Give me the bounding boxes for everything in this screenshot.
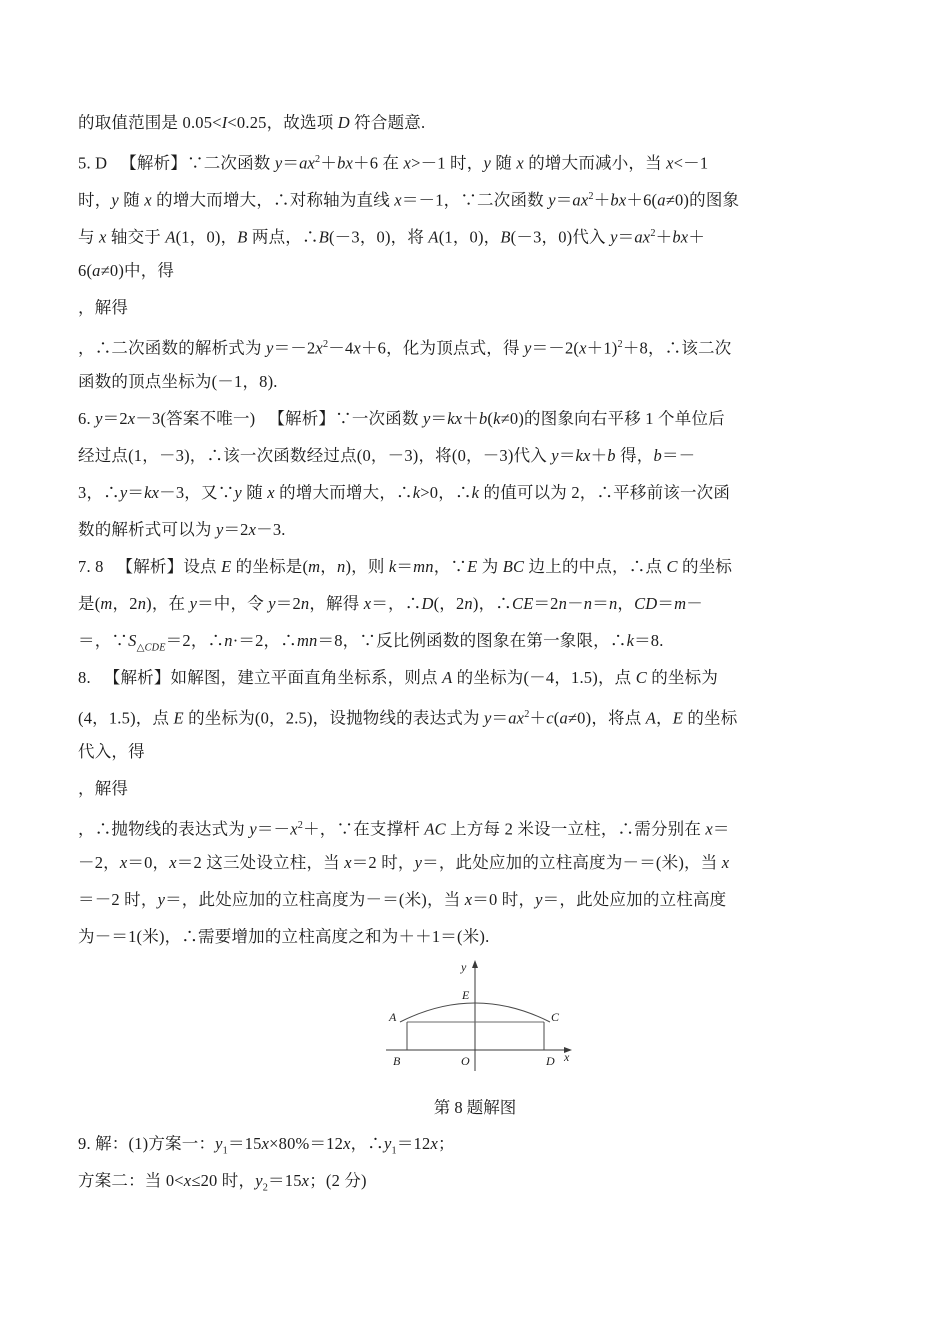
label-D: D [546, 1054, 555, 1068]
body-line-22: ＝－2 时，y＝，此处应加的立柱高度为－＝(米)，当 x＝0 时，y＝，此处应加的立柱高度 [78, 890, 727, 909]
body-line-10: 经过点(1，－3)，∴该一次函数经过点(0，－3)，将(0，－3)代入 y＝kx＋b 得，b＝－ [78, 446, 696, 465]
label-E: E [462, 988, 470, 1002]
body-line-3: 时，y 随 x 的增大而增大，∴对称轴为直线 x＝－1，∵二次函数 $y=ax^2+bx+6(a\ne 0)$的图象 [78, 190, 740, 210]
body-line-2: 5. D 【解析】∵二次函数 $y=ax^2+bx+6$ 在 x>－1 时，y 随 x 的增大而减小，当 x<－1 [78, 153, 709, 173]
label-O: O [461, 1054, 470, 1068]
figure-caption: 第 8 题解图 [433, 1098, 517, 1117]
body-line-11: 3，∴y＝kx－3，又∵y 随 x 的增大而增大，∴k>0，∴k 的值可以为 2，∴平移前该一次函 [78, 483, 731, 502]
tail-line-2: 方案二：当 0<x≤20 时，$y_2=15x$；(2 分) [78, 1171, 367, 1194]
figure-svg [378, 958, 578, 1080]
body-line-4: 与 x 轴交于 A(1，0)，B 两点，∴B(－3，0)，将 A(1，0)，B(－3，0)代入 $y=ax^2+bx+$ [78, 227, 706, 247]
body-line-9: 6. y＝2x－3(答案不唯一) 【解析】∵一次函数 y＝kx＋b(k≠0)的图象向右平移 1 个单位后 [78, 409, 725, 428]
body-line-21: －2，x＝0，x＝2 这三处设立柱，当 x＝2 时，y＝，此处应加的立柱高度为－＝(米)，当 x [78, 853, 730, 872]
body-line-6: ，解得 [78, 298, 129, 317]
body-line-7: ，∴二次函数的解析式为 $y=-2x^2-4x+6$，化为顶点式，得 $y=-2(x+1)^2+8$，∴该二次 [78, 338, 732, 358]
label-A: A [389, 1010, 397, 1024]
body-line-1: 的取值范围是 0.05<I<0.25，故选项 D 符合题意. [78, 113, 426, 132]
body-line-12: 数的解析式可以为 y＝2x－3. [78, 520, 286, 539]
label-C: C [551, 1010, 560, 1024]
body-line-8: 函数的顶点坐标为(－1，8). [78, 372, 278, 391]
tail-text-block [78, 1125, 868, 1199]
body-line-14: 是(m，2n)，在 y＝中，令 y＝2n，解得 x＝，∴D(，2n)，∴CE＝2n－n＝n，CD＝m－ [78, 594, 703, 613]
body-line-16: 8. 【解析】如解图，建立平面直角坐标系，则点 A 的坐标为(－4，1.5)，点 C 的坐标为 [78, 668, 719, 687]
body-line-23: 为－＝1(米)，∴需要增加的立柱高度之和为＋＋1＝(米). [78, 927, 490, 946]
body-text-block [78, 104, 868, 955]
body-line-18: 代入，得 [78, 742, 145, 761]
body-line-13: 7. 8 【解析】设点 E 的坐标是(m，n)，则 k＝mn，∵E 为 BC 边上的中点，∴点 C 的坐标 [78, 557, 733, 576]
parabola-bridge-figure [378, 958, 578, 1085]
label-B: B [393, 1054, 401, 1068]
label-y: y [461, 960, 467, 974]
y-axis-arrow [472, 960, 478, 968]
body-line-20: ，∴抛物线的表达式为 $y=-x^2+$，∵在支撑杆 AC 上方每 2 米设一立柱，∴需分别在 x＝ [78, 819, 730, 839]
body-line-17: (4，1.5)，点 E 的坐标为(0，2.5)，设抛物线的表达式为 $y=ax^2+c(a\ne 0)$，将点 A，E 的坐标 [78, 708, 738, 728]
body-line-19: ，解得 [78, 779, 129, 798]
body-line-15: ＝，$\because S_{\triangle CDE}=2$，∴n·＝2，∴mn＝8，∵反比例函数的图象在第一象限，∴k＝8. [78, 631, 664, 654]
label-x: x [564, 1050, 570, 1064]
body-line-5: 6(a≠0)中，得 [78, 261, 175, 280]
tail-line-1: 9. 解：(1)方案一：$y_1=15x\times 80\%=12x$，$\therefore y_1=12x$； [78, 1134, 455, 1157]
